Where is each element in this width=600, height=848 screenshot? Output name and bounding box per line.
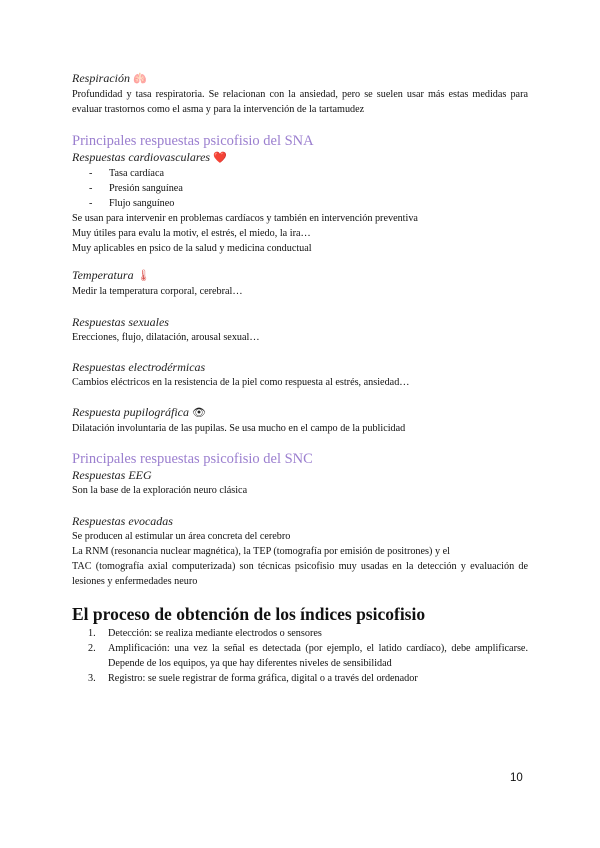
list-item (72, 626, 528, 641)
list-bullet: - (89, 198, 93, 209)
section-sexuales (72, 315, 528, 345)
list-number: 2. (88, 643, 96, 654)
subheading-pupilografica-text: Respuesta pupilográfica (72, 405, 189, 419)
subheading-eeg: Respuestas EEG (72, 468, 152, 482)
section-evocadas (72, 514, 528, 589)
list-item-text: Flujo sanguíneo (109, 198, 175, 209)
proceso-list (72, 626, 528, 686)
list-bullet: - (89, 168, 93, 179)
list-bullet: - (89, 183, 93, 194)
heading-proceso: El proceso de obtención de los índices psicofisio (72, 604, 426, 624)
list-item (72, 196, 528, 211)
section-temperatura (72, 268, 528, 299)
section-snc (72, 451, 528, 498)
subheading-evocadas: Respuestas evocadas (72, 514, 173, 528)
list-item-text: Presión sanguínea (109, 183, 183, 194)
subheading-pupilografica (72, 405, 528, 421)
paragraph-evocadas-1: Se producen al estimular un área concreta del cerebro (72, 531, 291, 542)
section-pupilografica (72, 405, 528, 436)
paragraph-eeg: Son la base de la exploración neuro clásica (72, 485, 248, 496)
paragraph-temperatura: Medir la temperatura corporal, cerebral… (72, 286, 243, 297)
list-item-text: Amplificación: una vez la señal es detectada (por ejemplo, el latido cardíaco), debe amplificarse. Depende de los equipos, ya que hay diferentes niveles de sensibilidad (108, 643, 528, 669)
list-item-text: Registro: se suele registrar de forma gráfica, digital o a través del ordenador (108, 673, 418, 684)
subheading-respiracion (72, 71, 528, 87)
paragraph-respiracion: Profundidad y tasa respiratoria. Se relacionan con la ansiedad, pero se suelen usar más estas medidas para evaluar trastornos como el asma y para la intervención de la tartamudez (72, 89, 528, 115)
heart-icon: ❤️ (213, 152, 227, 164)
section-sna (72, 133, 528, 256)
paragraph-pupilografica: Dilatación involuntaria de las pupilas. Se usa mucho en el campo de la publicidad (72, 423, 406, 434)
list-number: 1. (88, 628, 96, 639)
list-number: 3. (88, 673, 96, 684)
paragraph-evocadas-3: TAC (tomografía axial computerizada) son técnicas psicofisio muy usadas en la detección y evaluación de lesiones y enfermedades neuro (72, 561, 528, 587)
paragraph-cardio-1: Se usan para intervenir en problemas cardíacos y también en intervención preventiva (72, 213, 418, 224)
eye-icon: 👁 (192, 407, 206, 419)
list-item-text: Detección: se realiza mediante electrodos o sensores (108, 628, 322, 639)
list-item-text: Tasa cardíaca (109, 168, 164, 179)
heading-sna: Principales respuestas psicofisio del SNA (72, 133, 314, 149)
subheading-cardio-text: Respuestas cardiovasculares (72, 150, 211, 164)
list-item (72, 166, 528, 181)
paragraph-cardio-3: Muy aplicables en psico de la salud y medicina conductual (72, 243, 312, 254)
subheading-temperatura-text: Temperatura (72, 268, 134, 282)
paragraph-cardio-2: Muy útiles para evalu la motiv, el estrés, el miedo, la ira… (72, 228, 311, 239)
paragraph-sexuales: Erecciones, flujo, dilatación, arousal sexual… (72, 332, 260, 343)
subheading-cardio (72, 150, 528, 166)
section-respiracion (72, 71, 528, 117)
section-electrodermicas (72, 360, 528, 390)
heading-snc: Principales respuestas psicofisio del SNC (72, 451, 313, 467)
section-proceso (72, 604, 528, 686)
subheading-sexuales: Respuestas sexuales (72, 315, 169, 329)
subheading-temperatura (72, 268, 528, 284)
subheading-respiracion-text: Respiración (72, 71, 130, 85)
page-number: 10 (510, 772, 523, 784)
cardio-list (72, 166, 528, 211)
paragraph-evocadas-2: La RNM (resonancia nuclear magnética), la TEP (tomografía por emisión de positrones) y el (72, 546, 450, 557)
list-item (72, 671, 528, 686)
list-item (72, 641, 528, 671)
list-item (72, 181, 528, 196)
subheading-electrodermicas: Respuestas electrodérmicas (72, 360, 206, 374)
lungs-icon: 🫁 (133, 73, 147, 85)
paragraph-electrodermicas: Cambios eléctricos en la resistencia de la piel como respuesta al estrés, ansiedad… (72, 377, 410, 388)
thermometer-icon: 🌡 (136, 270, 151, 282)
